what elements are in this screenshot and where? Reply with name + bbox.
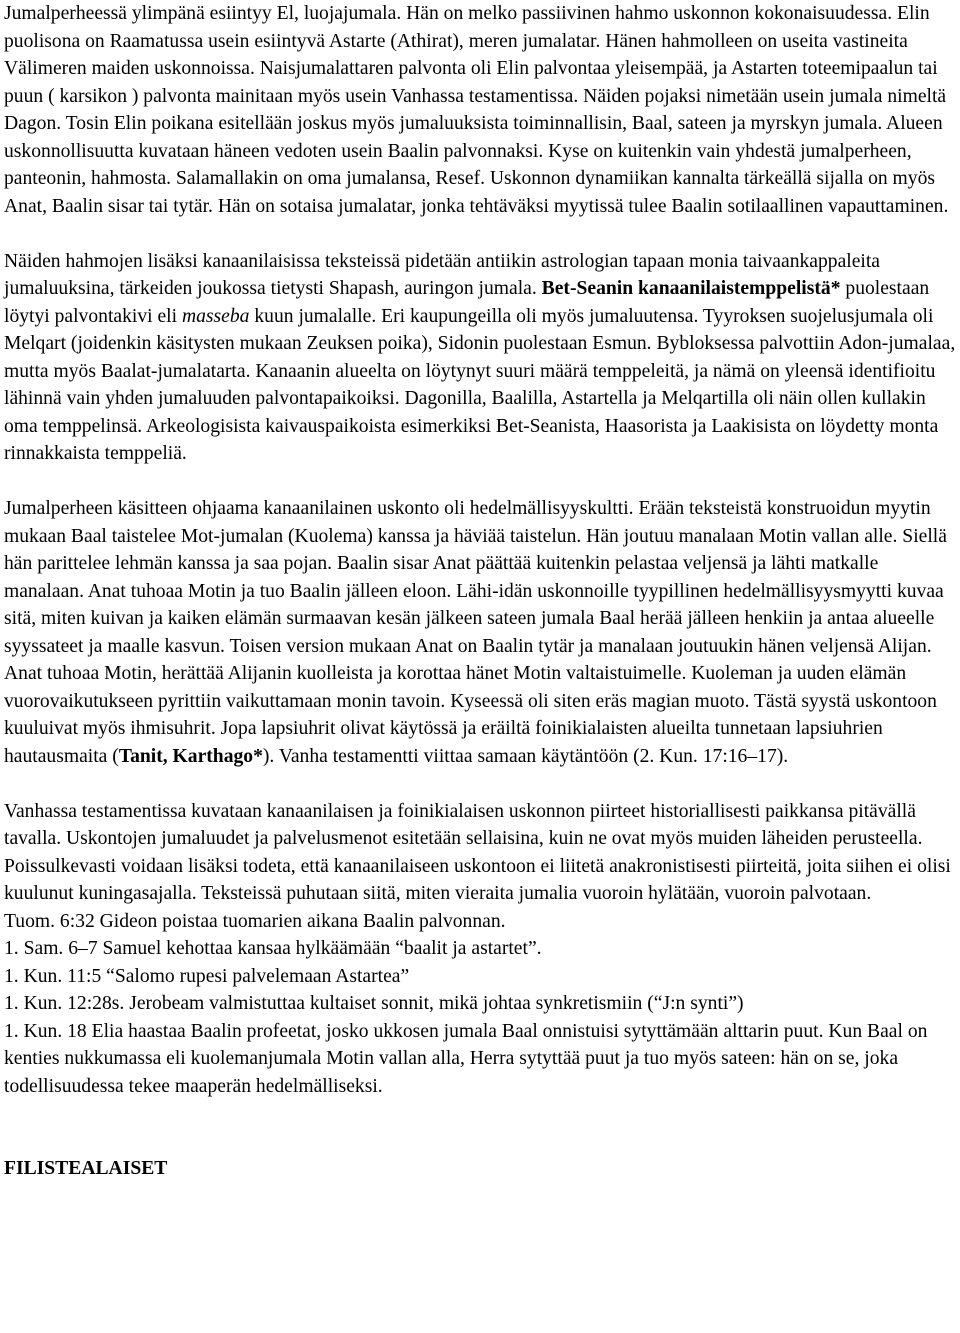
paragraph-fertility-text-b: ). Vanha testamentti viittaa samaan käytäntöön (2. Kun. 17:16–17). xyxy=(262,745,789,767)
reference-line: 1. Kun. 12:28s. Jerobeam valmistuttaa kultaiset sonnit, mikä johtaa synkretismiin (“J:n synti”) xyxy=(4,993,744,1014)
paragraph-old-testament-text: Vanhassa testamentissa kuvataan kanaanilaisen ja foinikialaisen uskonnon piirteet historiallisesti paikkansa pitävällä tavalla. Uskontojen jumaluudet ja palvelusmenot esitetään sellaisina, kuin ne ovat myös muiden läheiden perusteella. Poissulkevasti voidaan lisäksi todeta, että kanaanilaiseen uskontoon ei liitetä anakronistisesti piirteitä, joita siihen ei olisi kuulunut kuningasajalla. Teksteissä puhutaan siitä, miten vieraita jumalia vuoroin hylätään, vuoroin palvotaan. xyxy=(4,800,951,904)
paragraph-fertility-text-a: Jumalperheen käsitteen ohjaama kanaanilainen uskonto oli hedelmällisyyskultti. Erään teksteistä konstruoidun myytin mukaan Baal taistelee Mot-jumalan (Kuolema) kanssa ja häviää taistelun. Hän joutuu manalaan Motin vallan alle. Siellä hän parittelee lehmän kanssa ja saa pojan. Baalin sisar Anat päättää kuitenkin pelastaa veljensä ja lähti matkalle manalaan. Anat tuhoaa Motin ja tuo Baalin jälleen eloon. Lähi-idän uskonnoille tyypillinen hedelmällisyysmyytti kuvaa sitä, miten kuivan ja kaiken elämän surmaavan kesän jälkeen sateen jumala Baal herää jälleen henkiin ja antaa alueelle syyssateet ja maalle kasvun. Toisen version mukaan Anat on Baalin tytär ja manalaan joutuukin hänen veljensä Alijan. Anat tuhoaa Motin, herättää Alijanin kuolleista ja korottaa hänet Motin valtaistuimelle. Kuoleman ja uuden elämän vuorovaikutukseen pyrittiin vaikuttamaan monin tavoin. Kyseessä oli siten eräs magian muoto. Tästä syystä uskontoon kuuluivat myös ihmisuhrit. Jopa lapsiuhrit olivat käytössä ja eräiltä foinikialaisten alueilta tunnetaan lapsiuhrien hautausmaita ( xyxy=(4,498,947,767)
paragraph-fertility-cult xyxy=(4,495,956,770)
masseba-term: masseba xyxy=(181,305,250,327)
paragraph-old-testament xyxy=(4,798,956,908)
reference-line: 1. Kun. 11:5 “Salomo rupesi palvelemaan Astartea” xyxy=(4,965,410,987)
tanit-karthago-link: Tanit, Karthago* xyxy=(118,745,263,767)
paragraph-astral-text-c: kuun jumalalle. Eri kaupungeilla oli myös jumaluutensa. Tyyroksen suojelusjumala oli Melqart (joidenkin käsitysten mukaan Zeuksen poika), Sidonin puolestaan Esmun. Bybloksessa palvottiin Adon-jumalaa, mutta myös Baalat-jumalatarta. Kanaanin alueelta on löytynyt suuri määrä temppeleitä, ja nämä on yleensä identifioitu lähinnä vain yhden jumaluuden palvontapaikoiksi. Dagonilla, Baalilla, Astartella ja Melqartilla oli näin ollen kullakin oma temppelinsä. Arkeologisista kaivauspaikoista esimerkiksi Bet-Seanista, Haasorista ja Laakisista on löydetty monta rinnakkaista temppeliä. xyxy=(4,305,956,464)
paragraph-astral-deities xyxy=(4,248,956,468)
reference-line: Tuom. 6:32 Gideon poistaa tuomarien aikana Baalin palvonnan. xyxy=(4,910,506,932)
section-heading: FILISTEALAISET xyxy=(4,1158,168,1179)
paragraph-astral-text-b: puolestaan löytyi palvontakivi eli xyxy=(4,278,930,327)
reference-line: 1. Kun. 18 Elia haastaa Baalin profeetat, josko ukkosen jumala Baal onnistuisi sytyttämään alttarin puut. Kun Baal on kenties nukkumassa eli kuolemanjumala Motin vallan alla, Herra sytyttää puut ja tuo myös sateen: hän on se, joka todellisuudessa tekee maaperän hedelmälliseksi. xyxy=(4,1020,928,1097)
section-spacer xyxy=(4,1100,956,1155)
paragraph-deities-text: Jumalperheessä ylimpänä esiintyy El, luojajumala. Hän on melko passiivinen hahmo uskonnon kokonaisuudessa. Elin puolisona on Raamatussa usein esiintyvä Astarte (Athirat), meren jumalatar. Hänen hahmolleen on useita vastineita Välimeren maiden uskonnoissa. Naisjumalattaren palvonta oli Elin palvontaa yleisempää, ja Astarten toteemipaalun tai puun ( karsikon ) palvonta mainitaan myös usein Vanhassa testamentissa. Näiden pojaksi nimetään usein jumala nimeltä Dagon. Tosin Elin poikana esitellään joskus myös jumaluuksista toiminnallisin, Baal, sateen ja myrskyn jumala. Alueen uskonnollisuutta kuvataan häneen vedoten usein Baalin palvonnaksi. Kyse on kuitenkin vain yhdestä jumalperheen, panteonin, hahmosta. Salamallakin on oma jumalansa, Resef. Uskonnon dynamiikan kannalta tärkeällä sijalla on myös Anat, Baalin sisar tai tytär. Hän on sotaisa jumalatar, jonka tehtäväksi myytissä tulee Baalin sotilaallinen vapauttaminen. xyxy=(4,3,949,217)
bet-sean-temple-link: Bet-Seanin kanaanilaistemppelistä* xyxy=(541,278,841,299)
paragraph-astral-text-a: Näiden hahmojen lisäksi kanaanilaisissa teksteissä pidetään antiikin astrologian tapaan monia taivaankappaleita jumaluuksina, tärkeiden joukossa tietysti Shapash, auringon jumala. xyxy=(4,250,880,299)
reference-line: 1. Sam. 6–7 Samuel kehottaa kansaa hylkäämään “baalit ja astartet”. xyxy=(4,938,542,959)
paragraph-deities xyxy=(4,0,956,220)
